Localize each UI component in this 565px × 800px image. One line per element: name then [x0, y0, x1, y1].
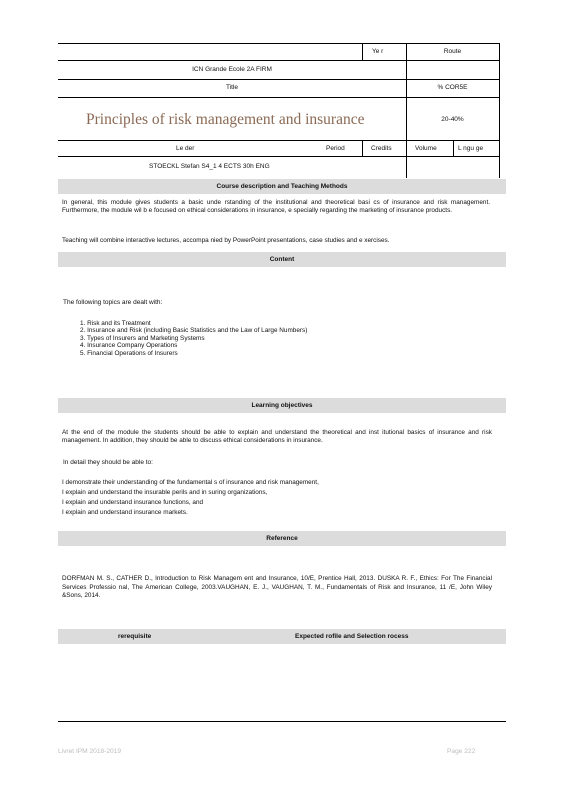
- table-right-border: [499, 43, 500, 178]
- course-description-paragraph: In general, this module gives students a basic unde rstanding of the institutional and theoretical basi cs of insurance and risk management. Furthermore, the module wil b e focused on ethical considerations in insurance, e specially regarding the marketing of insurance products.: [62, 199, 490, 215]
- content-topic-list: [80, 320, 480, 357]
- content-intro: The following topics are dealt with:: [63, 299, 163, 306]
- year-label: Ye r: [372, 48, 384, 55]
- title-label: Title: [225, 84, 239, 91]
- list-item: I explain and understand insurance functions, and: [62, 499, 204, 506]
- list-item: 4. Insurance Company Operations: [80, 342, 178, 350]
- table-rule: [58, 79, 499, 80]
- percent-label: % COR5E: [437, 84, 468, 91]
- leader-row-values: STOECKL Stefan S4_1 4 ECTS 30h ENG: [149, 163, 270, 170]
- section-title-learning-objectives: Learning objectives: [251, 402, 313, 409]
- section-title-content: Content: [269, 256, 295, 263]
- prerequisite-label: rerequisite: [118, 633, 152, 640]
- percent-value: 20-40%: [441, 116, 464, 123]
- table-rule: [58, 140, 499, 141]
- language-label: L ngu ge: [458, 145, 484, 152]
- leader-label: Le der: [176, 145, 195, 152]
- table-column-divider: [453, 140, 454, 157]
- credits-label: Credits: [371, 145, 392, 152]
- table-column-divider: [362, 43, 363, 61]
- list-item: 2. Insurance and Risk (including Basic Statistics and the Law of Large Numbers): [80, 327, 308, 335]
- list-item: 5. Financial Operations of Insurers: [80, 349, 178, 357]
- table-rule: [58, 60, 499, 61]
- objectives-detail-intro: In detail they should be able to:: [63, 459, 153, 466]
- section-title-course-description: Course description and Teaching Methods: [216, 183, 348, 190]
- footer-page-number: Page 222: [447, 748, 476, 755]
- list-item: I explain and understand insurance markets.: [62, 509, 188, 516]
- objectives-paragraph: At the end of the module the students should be able to explain and understand the theoretical and inst itutional basics of insurance and risk management. In addition, they should be able to discuss ethical considerations in insurance.: [62, 429, 492, 445]
- reference-text: DORFMAN M. S., CATHER D., Introduction to Risk Managem ent and Insurance, 10/E, Prentice Hall, 2013. DUSKA R. F., Ethics: For The Financial Services Professio nal, The American College, 2003.VAUGHAN, E. J., VAUGHAN, T. M., Fundamentals of Risk and Insurance, 11 /E, John Wiley &Sons, 2014.: [62, 575, 492, 600]
- list-item: 3. Types of Insurers and Marketing Systems: [80, 334, 205, 342]
- table-column-divider: [362, 140, 363, 157]
- table-rule: [58, 156, 499, 157]
- section-title-reference: Reference: [266, 535, 298, 542]
- program-text: ICN Grande Ecole 2A FIRM: [192, 66, 272, 73]
- teaching-methods-paragraph: Teaching will combine interactive lectures, accompa nied by PowerPoint presentations, case studies and e xercises.: [62, 237, 390, 244]
- period-label: Period: [326, 145, 345, 152]
- list-item: I demonstrate their understanding of the fundamental s of insurance and risk management,: [62, 479, 319, 486]
- course-title: Principles of risk management and insurance: [86, 111, 365, 128]
- objectives-list: [62, 478, 482, 518]
- bottom-divider: [58, 721, 506, 722]
- table-column-divider: [406, 43, 407, 178]
- list-item: I explain and understand the insurable perils and in suring organizations,: [62, 489, 268, 496]
- footer-left: Livret IPM 2018-2019: [58, 748, 122, 755]
- expected-profile-label: Expected rofile and Selection rocess: [295, 633, 409, 640]
- table-rule: [58, 97, 499, 98]
- volume-label: Volume: [415, 145, 437, 152]
- route-label: Route: [443, 48, 462, 55]
- table-top-border: [58, 43, 499, 44]
- list-item: 1. Risk and its Treatment: [80, 320, 151, 327]
